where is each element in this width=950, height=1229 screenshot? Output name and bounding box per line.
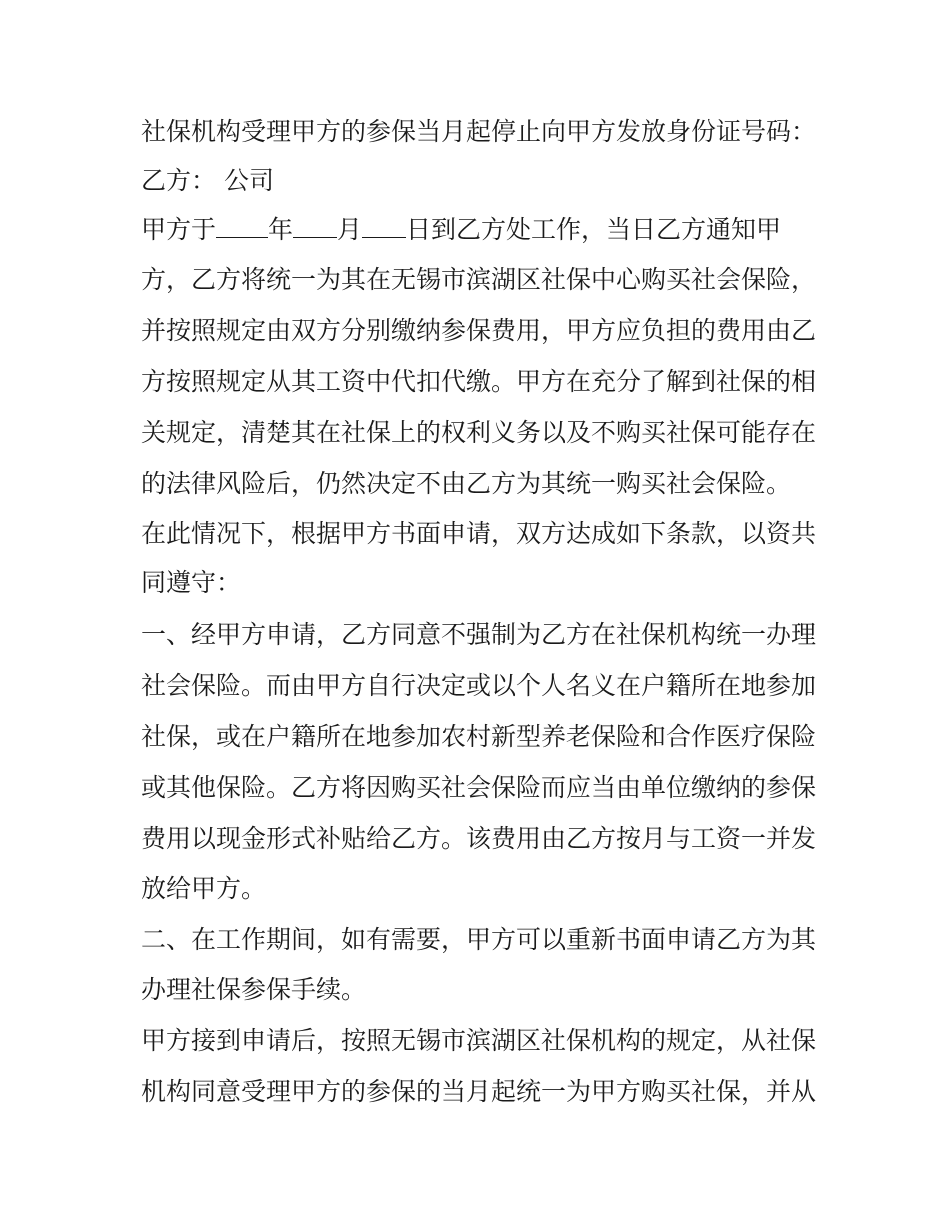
text-line-14: 或其他保险。乙方将因购买社会保险而应当由单位缴纳的参保	[141, 773, 817, 802]
text-line-19: 甲方接到申请后，按照无锡市滨湖区社保机构的规定，从社保	[141, 1026, 817, 1055]
year-label: 年	[268, 215, 294, 244]
day-text: 日到乙方处工作，当日乙方通知甲	[406, 215, 782, 244]
text-line-18: 办理社保参保手续。	[141, 975, 367, 1004]
day-blank	[362, 215, 406, 238]
text-line-5: 并按照规定由双方分别缴纳参保费用，甲方应负担的费用由乙	[141, 316, 817, 345]
text-line-15: 费用以现金形式补贴给乙方。该费用由乙方按月与工资一并发	[141, 824, 817, 853]
month-blank	[293, 215, 337, 238]
text-line-13: 社保，或在户籍所在地参加农村新型养老保险和合作医疗保险	[141, 722, 817, 751]
text-line-16: 放给甲方。	[141, 874, 267, 903]
text-line-2: 乙方： 公司	[141, 166, 274, 195]
text-line-10: 同遵守：	[141, 568, 242, 597]
text-line-1: 社保机构受理甲方的参保当月起停止向甲方发放身份证号码：	[141, 117, 817, 146]
month-label: 月	[337, 215, 363, 244]
text-line-8: 的法律风险后，仍然决定不由乙方为其统一购买社会保险。	[141, 469, 792, 498]
text-line-11: 一、经甲方申请，乙方同意不强制为乙方在社保机构统一办理	[141, 620, 817, 649]
text-line-20: 机构同意受理甲方的参保的当月起统一为甲方购买社保，并从	[141, 1077, 817, 1106]
text-line-4: 方，乙方将统一为其在无锡市滨湖区社保中心购买社会保险，	[141, 265, 817, 294]
text-line-12: 社会保险。而由甲方自行决定或以个人名义在户籍所在地参加	[141, 671, 817, 700]
year-blank	[216, 215, 268, 238]
start-text: 甲方于	[141, 215, 217, 244]
text-line-7: 关规定，清楚其在社保上的权利义务以及不购买社保可能存在	[141, 418, 817, 447]
text-line-9: 在此情况下，根据甲方书面申请，双方达成如下条款，以资共	[141, 519, 817, 548]
text-line-6: 方按照规定从其工资中代扣代缴。甲方在充分了解到社保的相	[141, 367, 817, 396]
text-line-17: 二、在工作期间，如有需要，甲方可以重新书面申请乙方为其	[141, 925, 817, 954]
text-line-3	[141, 215, 821, 245]
